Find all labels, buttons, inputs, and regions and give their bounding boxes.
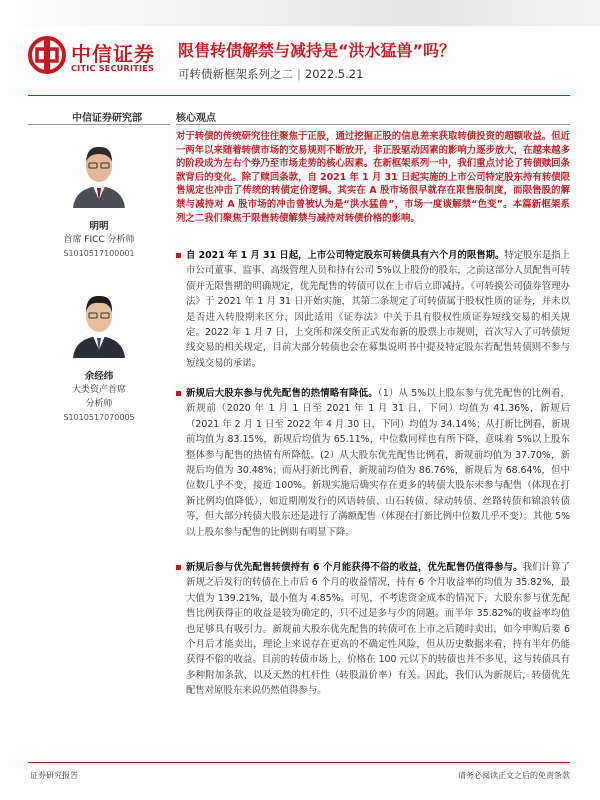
key-point-lead: 自 2021 年 1 月 31 日起，上市公司特定股东可转债具有六个月的限售期。 [186, 250, 505, 261]
analyst-role-line2: 分析师 [85, 399, 113, 409]
header-banner [0, 0, 600, 26]
analyst-card [28, 136, 170, 258]
key-point-lead: 新规后大股东参与优先配售的热情略有降低。 [186, 388, 378, 399]
disclaimer-note: 请务必阅读正文之后的免责条款 [458, 771, 570, 780]
analyst-license-id: S1010517100001 [63, 249, 135, 258]
key-point-body: 我们计算了新规之后发行的转债在上市后 6 个月的收益情况，持有 6 个月收益率的均值为 35.82%，最大值为 139.21%，最小值为 4.85%。可见，不考虑资金成本的情况下，大股东参与优先配售比例获得正的收益是较为确定的，只不过是多与少的问题。而半年 35.82%的收益率均值也足够具有吸引力。新规前大股东优先配售的转债可在上市之后随时卖出，如今申购后要 6 个月后才能卖出，理论上来说存在更高的不确定性风险，但从历史数据来看，持有半年仍能获得不俗的收益。目前的转债市场上，价格在 100 元以下的转债也并不多见，这与转债具有多种附加条款、以及天然的杠杆性（转股溢价率）有关。因此，我们认为新规后，转债优先配售对原股东来说仍然值得参与。 [186, 562, 570, 697]
key-point-body: （1）从 5%以上股东参与优先配售的比例看，新规前（2020 年 1 月 1 日至 2021 年 1 月 31 日，下同）均值为 41.36%，新规后（2021 年 2 月 1 日至 2022 年 4 月 30 日，下同）均值为 34.14%；从打新比例看，新规前均值为 83.15%，新规后均值为 65.11%，中位数同样也有所下降，意味着 5%以上股东整体参与配售的热情有所降低。(2）从大股东优先配售比例看，新规前均值为 37.70%，新规后均值为 30.48%；而从打新比例看，新规前均值为 86.76%，新规后为 68.64%，但中位数几乎不变，接近 100%。新规实施后确实存在更多的转债大股东未参与配售（体现在打新比例均值降低），如近期刚发行的风语转债、山石转债、绿动转债、丝路转债和锦浪转债等，但大部分转债大股东还是进行了满额配售（体现在打新比例中位数几乎不变）。其他 5%以上股东参与配售的比例则有明显下降。 [186, 388, 570, 538]
core-view-summary: 对于转债的传统研究往往聚焦于正股，通过挖掘正股的信息差来获取转债投资的超额收益。但近一两年以来随着转债市场的交易规则不断放开，非正股驱动因素的影响力逐步放大，在越来越多的阶段成为左右个券乃至市场走势的核心因素。在新框架系列一中，我们重点讨论了转债赎回条款背后的变化。除了赎回条款，自 2021 年 1 月 31 日起实施的上市公司特定股东持有转债限售规定也冲击了传统的转债定价逻辑。其实在 A 股市场很早就存在限售股制度，而限售股的解禁与减持对 A 股市场的冲击曾被认为是“洪水猛兽”，市场一度谈解禁“色变”。本篇新框架系列之二我们聚焦于限售转债解禁与减持对转债价格的影响。 [176, 131, 570, 224]
key-point-paragraph [176, 248, 570, 371]
analyst-role: 大类资产首席 [71, 385, 126, 395]
core-view-heading: 核心观点 [176, 113, 216, 124]
analyst-name: 余经纬 [84, 371, 114, 382]
analyst-role: 首席 FICC 分析师 [63, 235, 135, 245]
analyst-name: 明明 [89, 221, 109, 232]
citic-logo-icon [28, 36, 66, 74]
brand-name-cn: 中信证券 [71, 42, 155, 66]
analyst-photo [69, 136, 129, 208]
report-subtitle: 可转债新框架系列之二 | 2022.5.21 [178, 67, 364, 81]
footer-divider [28, 762, 570, 763]
series-name: 可转债新框架系列之二 [178, 67, 293, 81]
analyst-card [28, 286, 170, 422]
report-date: 2022.5.21 [304, 67, 364, 81]
key-point-paragraph [176, 560, 570, 699]
footer-label: 证券研究报告 [30, 771, 78, 780]
analyst-photo [69, 286, 129, 358]
main-divider [176, 124, 570, 125]
key-point-lead: 新规后参与优先配售转债持有 6 个月能获得不俗的收益，优先配售仍值得参与。 [186, 562, 523, 573]
report-title: 限售转债解禁与减持是“洪水猛兽”吗？ [178, 41, 456, 60]
sidebar-heading: 中信证券研究部 [72, 113, 142, 124]
header-divider [28, 95, 570, 96]
key-point-body: 特定股东是指上市公司董事、监事、高级管理人员和持有公司 5%以上股份的股东，之前这部分人员配售可转债并无限售期的明确规定，优先配售的转债可以在上市后立即减持。《可转换公司债券管理办法》于 2021 年 1 月 31 日开始实施，其第二条规定了可转债属于股权性质的证券，并未以是否进入转股期来区分，因此适用《证券法》中关于具有股权性质证券短线交易的相关规定。2022 年 1 月 7 日，上交所和深交所正式发布新的股票上市规则，首次写入了可转债短线交易的相关规定，目前大部分转债也会在募集说明书中提及特定股东若配售转债则不参与短线交易的承诺。 [186, 250, 571, 369]
brand-name-en: CITIC SECURITIES [71, 64, 155, 73]
key-point-paragraph [176, 386, 570, 540]
brand-logo [28, 34, 168, 78]
analyst-license-id: S1010517070005 [63, 413, 135, 422]
sidebar-divider [28, 124, 170, 125]
